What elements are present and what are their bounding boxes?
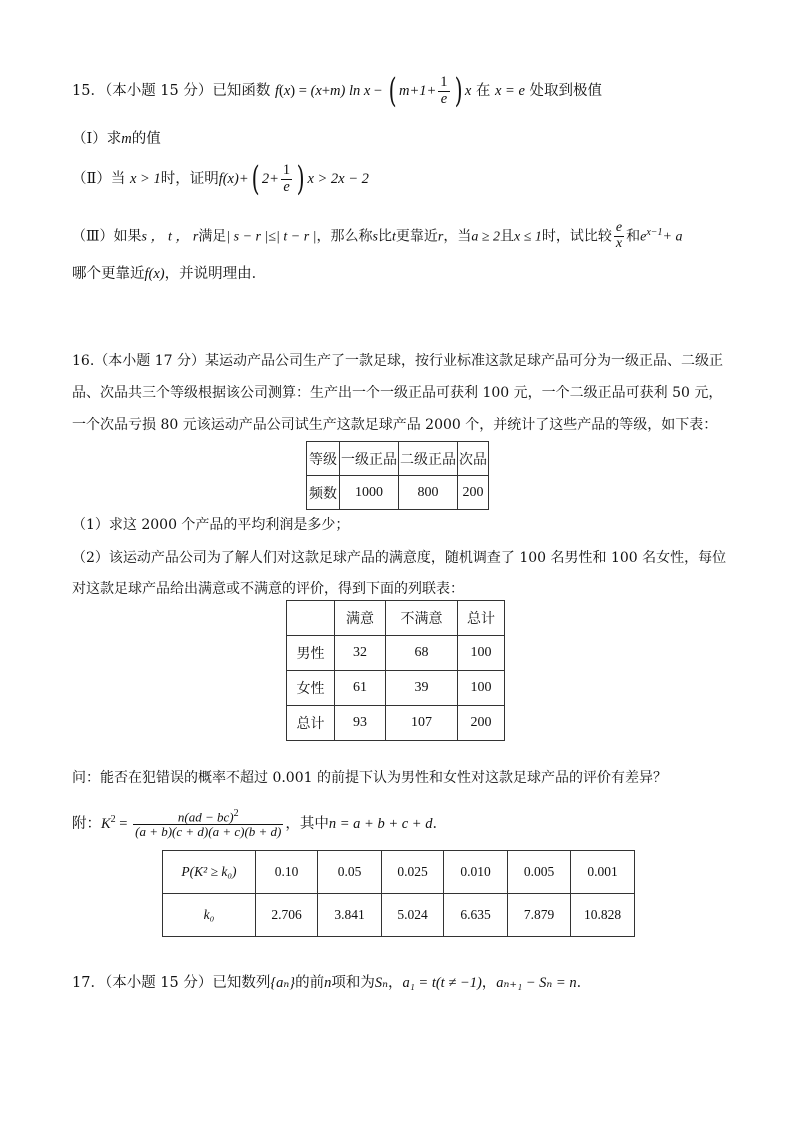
frac-one-over-e-2: $\frac{1}{e}$	[282, 162, 291, 195]
q15-line1: 15．（本小题 15 分）已知函数 f(x) = (x+m) ln x − ( m+1+ $\frac{1}{e}$ ) x 在 x = e 处取到极值	[72, 71, 602, 111]
q16-sub2-line1: （2）该运动产品公司为了解人们对这款足球产品的满意度，随机调查了 100 名男性和 100 名女性，每位	[72, 550, 727, 566]
q16-line1: 16.（本小题 17 分）某运动产品公司生产了一款足球，按行业标准这款足球产品可分为一级正品、二级正	[72, 353, 723, 369]
q15-part1: （Ⅰ）求m的值	[72, 131, 161, 147]
table-row: 女性 61 39 100	[287, 671, 505, 706]
table-row: 频数 1000 800 200	[307, 476, 489, 510]
table-row: k₀ 2.706 3.841 5.024 6.635 7.879 10.828	[163, 894, 635, 937]
table-row: 总计 93 107 200	[287, 706, 505, 741]
chi-square-formula: $\frac{n(ad - bc)^2}{(a + b)(c + d)(a + c)(b + d)}$	[135, 808, 282, 839]
q16-sub2-line2: 对这款足球产品给出满意或不满意的评价，得到下面的列联表：	[72, 581, 464, 597]
q16-appendix-formula: 附：$K^2$ = $\frac{n(ad - bc)^2}{(a + b)(c + d)(a + c)(b + d)}$ ，其中n = a + b + c + d．	[72, 808, 447, 839]
q16-line2: 品、次品共三个等级根据该公司测算：生产出一个一级正品可获利 100 元，一个二级正品可获利 50 元，	[72, 385, 723, 401]
q15-part3-line2: 哪个更靠近f(x)，并说明理由．	[72, 266, 267, 282]
q16-sub1: （1）求这 2000 个产品的平均利润是多少；	[72, 517, 350, 533]
table-row: 男性 32 68 100	[287, 636, 505, 671]
frac-one-over-e: $\frac{1}{e}$	[440, 74, 448, 107]
critical-value-table	[162, 850, 635, 937]
q16-question: 问：能否在犯错误的概率不超过 0.001 的前提下认为男性和女性对这款足球产品的评价有差异？	[72, 770, 667, 786]
q17-line1: 17．（本小题 15 分）已知数列{aₙ}的前n项和为Sₙ，a₁ = t(t ≠ −1)，aₙ₊₁ − Sₙ = n．	[72, 975, 592, 991]
q15-part3-line1: （Ⅲ）如果s ， t ， r满足| s − r |≤| t − r |，那么称s比t更靠近r，当a ≥ 2且x ≤ 1时，试比较 $\frac{e}{x}$ 和$e^{x-1}+ a$	[72, 220, 683, 252]
q16-line3: 一个次品亏损 80 元该运动产品公司试生产这款足球产品 2000 个，并统计了这些产品的等级，如下表：	[72, 417, 718, 433]
contingency-table	[286, 600, 505, 741]
table-row: 满意 不满意 总计	[287, 601, 505, 636]
table-row: 等级 一级正品 二级正品 次品	[307, 442, 489, 476]
grade-frequency-table	[306, 441, 489, 510]
table-row: P(K² ≥ k₀) 0.10 0.05 0.025 0.010 0.005 0.001	[163, 851, 635, 894]
q15-part2: （Ⅱ）当 x > 1时，证明f(x)+( 2+ $\frac{1}{e}$ ) x > 2x − 2	[72, 159, 369, 199]
frac-e-over-x: $\frac{e}{x}$	[615, 220, 623, 252]
